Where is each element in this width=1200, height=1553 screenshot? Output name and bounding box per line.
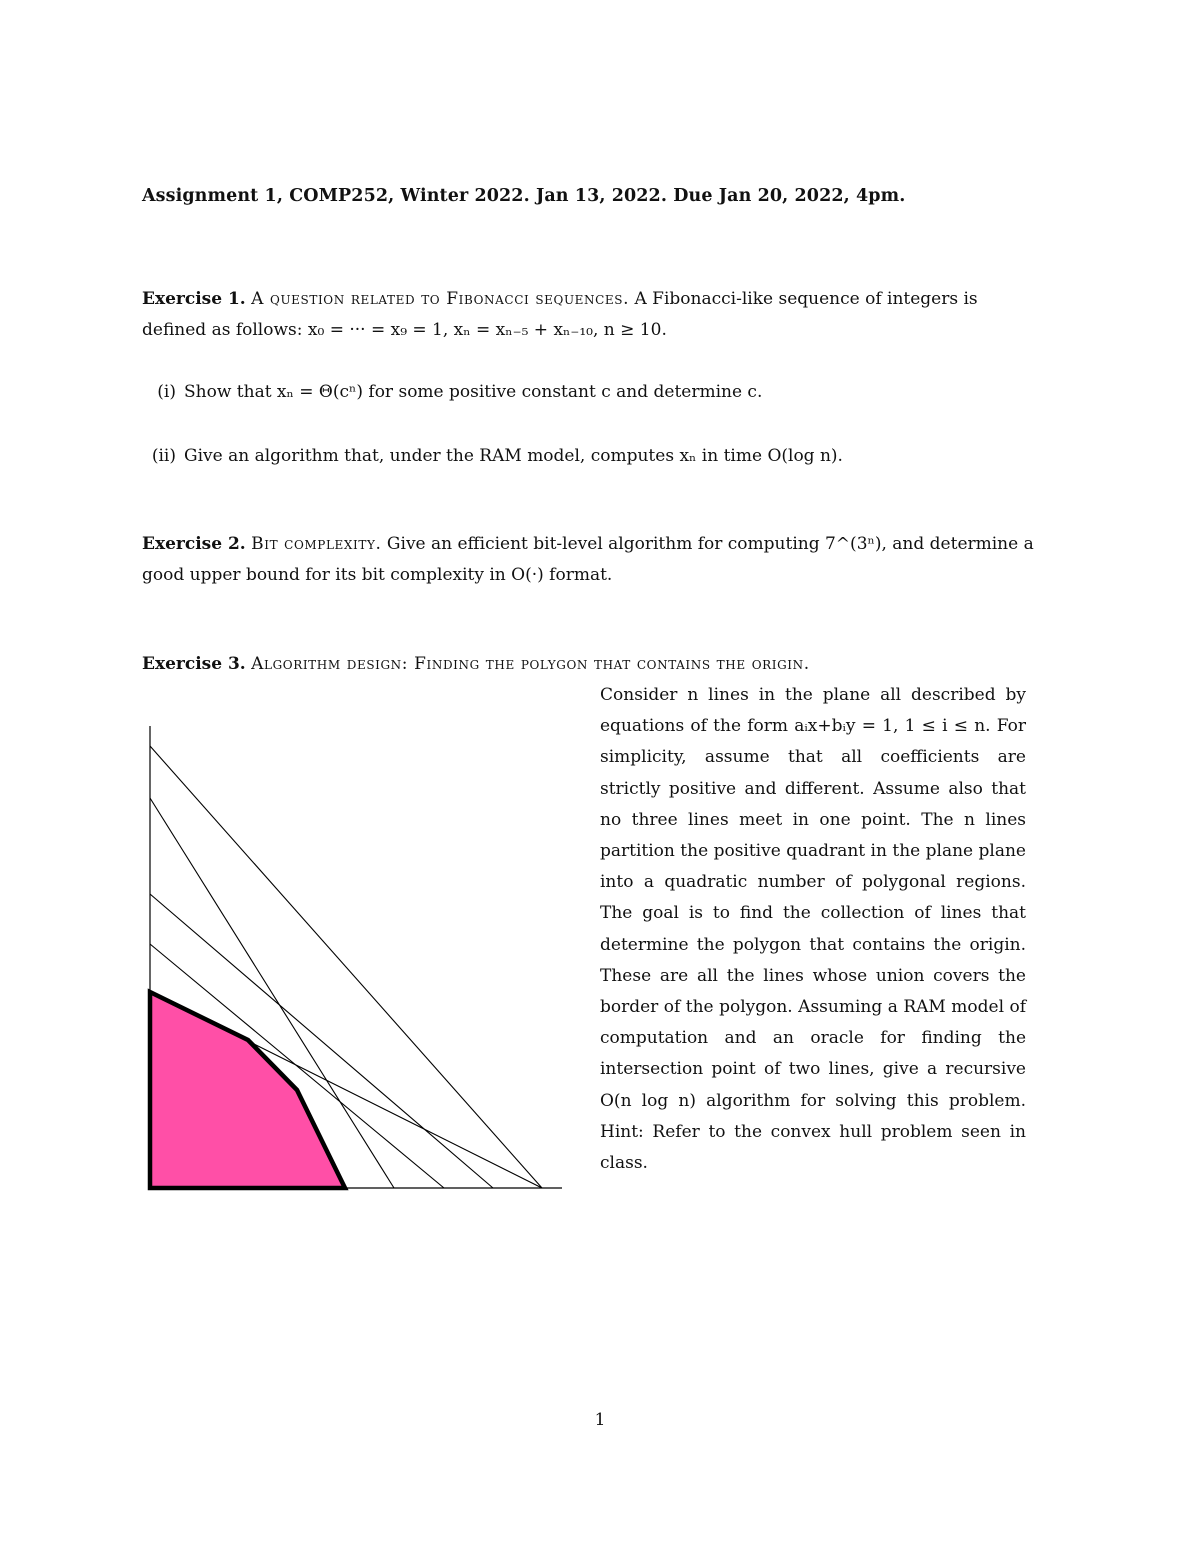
exercise-2 bbox=[142, 529, 1036, 591]
exercise-1 bbox=[142, 284, 1036, 346]
item-text: Give an algorithm that, under the RAM model, computes xₙ in time O(log n). bbox=[184, 446, 843, 466]
exercise-1-item-ii bbox=[142, 446, 843, 466]
exercise-1-label: Exercise 1. bbox=[142, 289, 246, 309]
item-label: (ii) bbox=[151, 446, 176, 466]
item-label: (i) bbox=[157, 382, 176, 402]
exercise-3-text: Consider n lines in the plane all described by equations of the form aᵢx+bᵢy = 1, 1 ≤ i ≤ n. For simplicity, assume that all coefficients are strictly positive and different. Assume also that no three lines meet in one point. The n lines partition the positive quadrant in the plane plane into a quadratic number of polygonal regions. The goal is to find the collection of lines that determine the polygon that contains the origin. These are all the lines whose union covers the border of the polygon. Assuming a RAM model of computation and an oracle for finding the intersection point of two lines, give a recursive O(n log n) algorithm for solving this problem. Hint: Refer to the convex hull problem seen in class. bbox=[600, 685, 1026, 1174]
item-text: Show that xₙ = Θ(cⁿ) for some positive constant c and determine c. bbox=[184, 382, 763, 402]
page-title: Assignment 1, COMP252, Winter 2022. Jan 13, 2022. Due Jan 20, 2022, 4pm. bbox=[142, 186, 906, 206]
exercise-3 bbox=[142, 649, 1036, 680]
origin-polygon bbox=[150, 992, 345, 1188]
exercise-2-text: Give an efficient bit-level algorithm for computing 7^(3ⁿ), and determine a good upper bound for its bit complexity in O(·) format. bbox=[142, 534, 1034, 585]
exercise-1-intro: A Fibonacci-like sequence of integers is defined as follows: x₀ = ··· = x₉ = 1, xₙ = xₙ₋₅ + xₙ₋₁₀, n ≥ 10. bbox=[142, 289, 978, 340]
exercise-1-heading: A question related to Fibonacci sequences. bbox=[251, 289, 630, 309]
lines-polygon-figure bbox=[140, 718, 570, 1193]
exercise-3-label: Exercise 3. bbox=[142, 654, 246, 674]
exercise-2-label: Exercise 2. bbox=[142, 534, 246, 554]
exercise-2-heading: Bit complexity. bbox=[251, 534, 382, 554]
page-number: 1 bbox=[594, 1410, 606, 1430]
exercise-3-heading: Algorithm design: Finding the polygon that contains the origin. bbox=[251, 654, 810, 674]
exercise-1-item-i bbox=[142, 382, 762, 402]
